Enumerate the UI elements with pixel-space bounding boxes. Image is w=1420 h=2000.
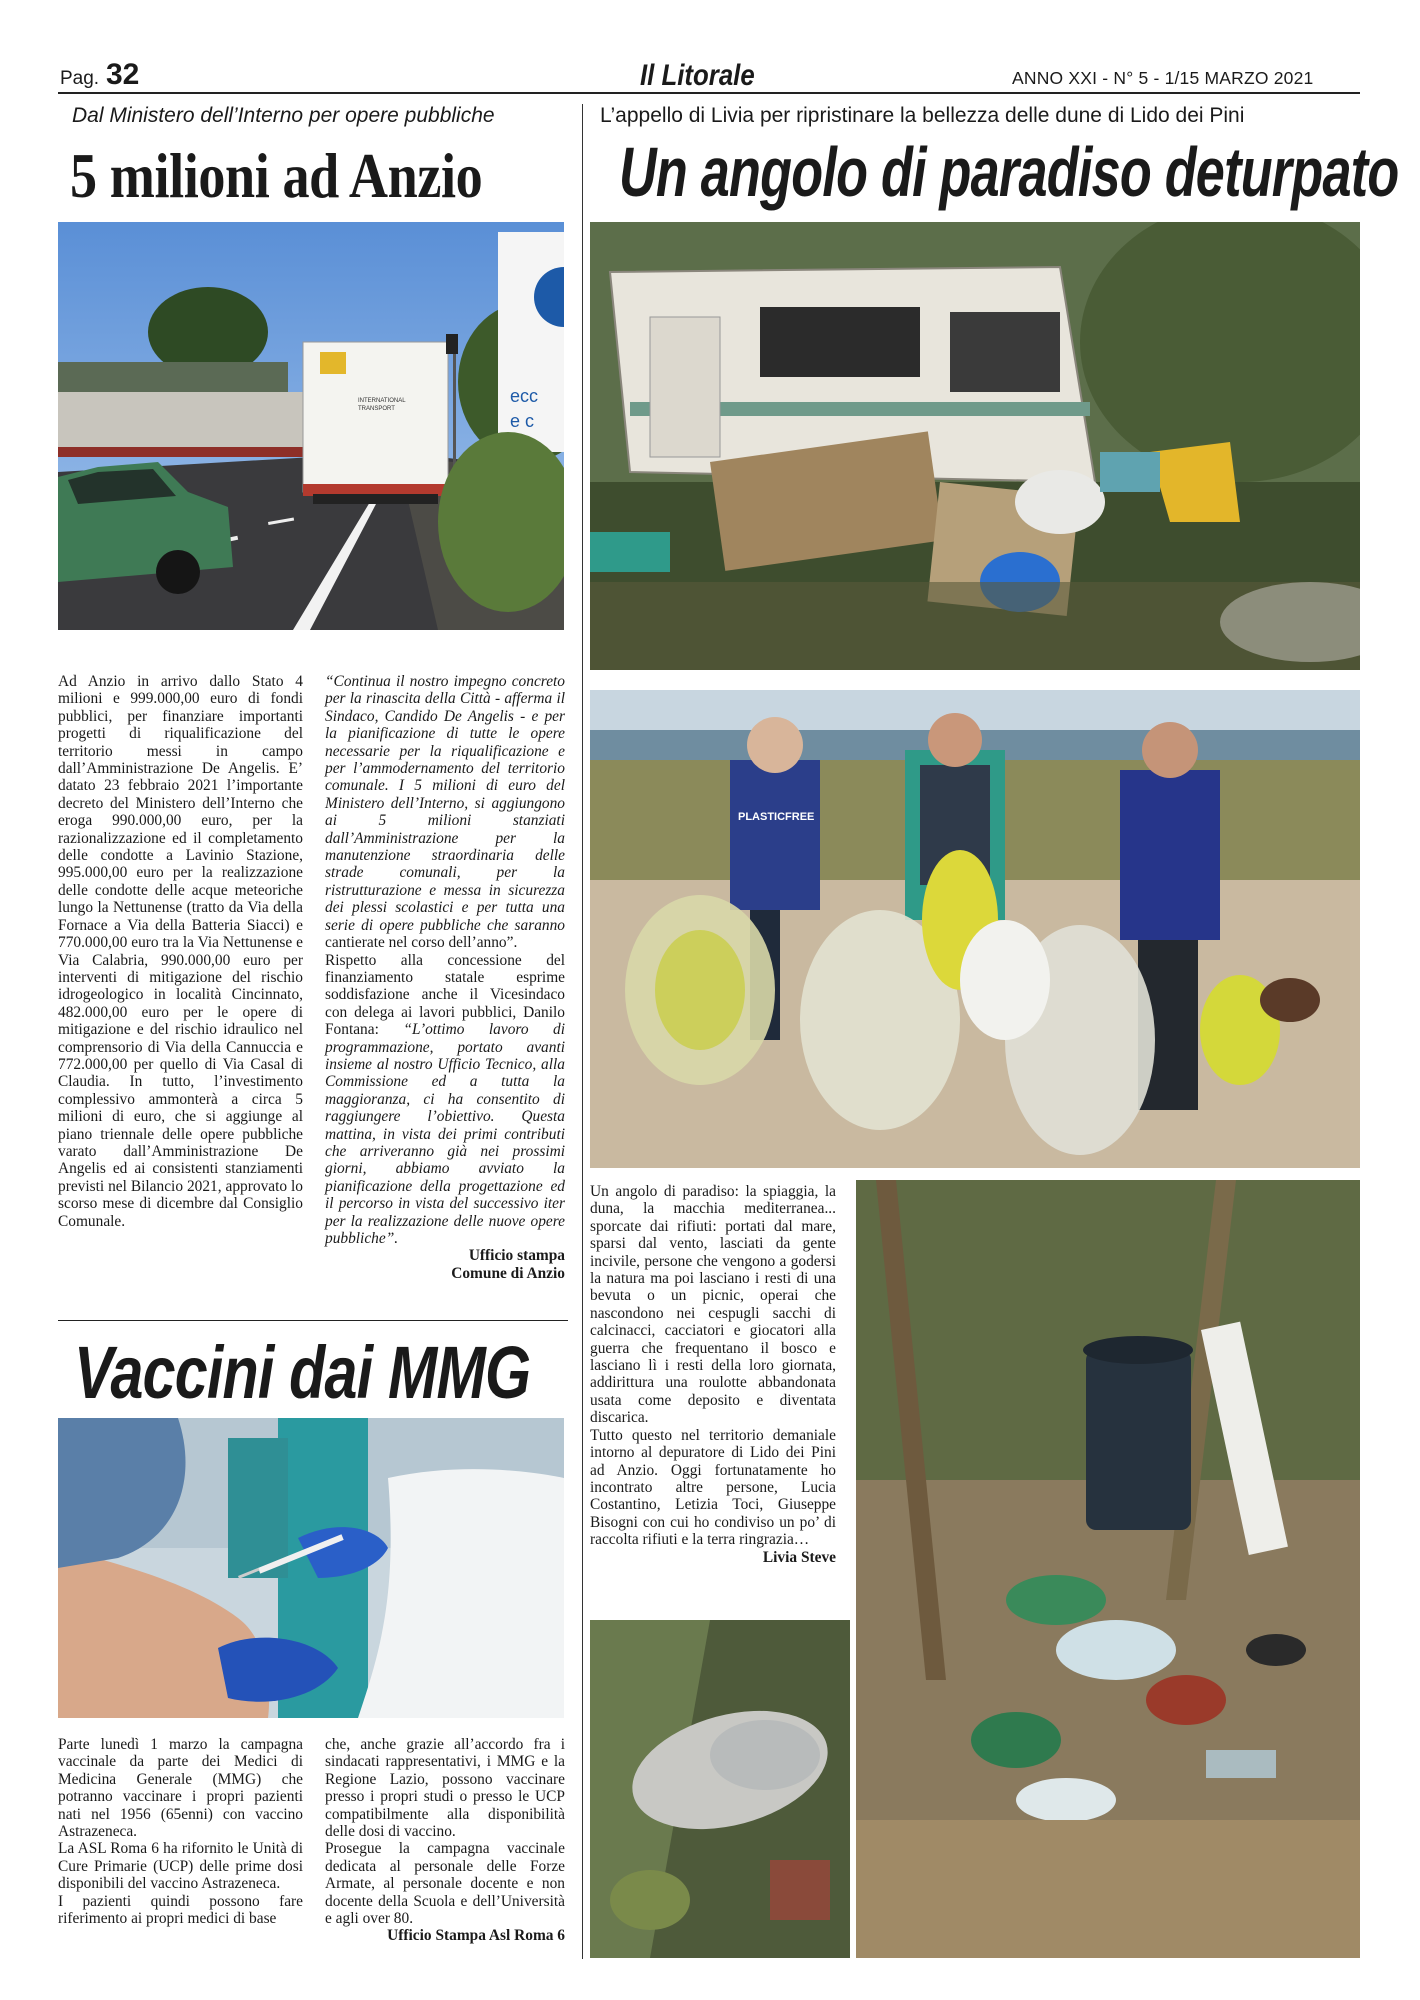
section-rule <box>58 1320 568 1321</box>
header-rule <box>58 92 1360 94</box>
vaccini-paragraph-2: La ASL Roma 6 ha rifornito le Unità di Cure Primarie (UCP) delle prime dosi disponibili del vaccino Astrazeneca. <box>58 1840 303 1893</box>
anzio-body-left <box>58 673 303 1230</box>
page-label <box>60 68 99 90</box>
vaccini-body-left <box>58 1736 303 1927</box>
vaccini-paragraph-3: I pazienti quindi possono fare riferimento ai propri medici di base <box>58 1892 303 1928</box>
svg-text:e c: e c <box>510 411 535 431</box>
dune-signature: Livia Steve <box>762 1548 836 1566</box>
anzio-paragraph-vice: Rispetto alla concessione del finanziamento statale esprime soddisfazione anche il Vicesindaco con delega ai lavori pubblici, Danilo Fontana: <box>325 951 565 1039</box>
photo-road-truck <box>58 222 564 630</box>
shirt-text: PLASTICFREE <box>738 811 815 823</box>
anzio-quote-mayor: “Continua il nostro impegno concreto per la rinascita della Città - afferma il Sindaco, Candido De Angelis - e per la pianificazione di tutte le opere necessarie per la riqualificazione e per l’ammodernamento del territorio comunale. I 5 milioni di euro del Ministero dell’Interno, si aggiungono ai 5 milioni stanziati dall’Amministrazione per la manutenzione straordinaria delle strade comunali, per la ristrutturazione e messa in sicurezza dei plessi scolastici e per tutta una serie di opere pubbliche che saranno <box>325 673 565 934</box>
signature-line-1: Ufficio stampa <box>468 1247 565 1265</box>
kicker-anzio: Dal Ministero dell’Interno per opere pubbliche <box>72 104 495 127</box>
photo-vaccine <box>58 1418 564 1718</box>
vaccini-paragraph-4: che, anche grazie all’accordo fra i sindacati rappresentativi, i MMG e la Regione Lazio, possono vaccinare presso i propri studi o presso le UCP compatibilmente alla disponibilità delle dosi di vaccino. <box>325 1736 565 1841</box>
truck-text: INTERNATIONAL <box>358 398 406 404</box>
dune-body <box>590 1183 836 1566</box>
dune-paragraph-2: Tutto questo nel territorio demaniale intorno al depuratore di Lido dei Pini ad Anzio. Oggi fortunatamente ho incontrato altre persone, Lucia Costantino, Letizia Toci, Giuseppe Bisogni con cui ho condiviso un po’ di raccolta rifiuti e la terra ringrazia… <box>590 1426 836 1549</box>
kicker-dune: L’appello di Livia per ripristinare la bellezza delle dune di Lido dei Pini <box>600 104 1245 127</box>
headline-vaccini: Vaccini dai MMG <box>74 1331 531 1414</box>
masthead: Il Litorale <box>640 59 755 92</box>
headline-anzio: 5 milioni ad Anzio <box>70 141 483 211</box>
pag-label: Pag. <box>60 68 100 89</box>
photo-bin-trash <box>856 1180 1360 1958</box>
dune-paragraph-1: Un angolo di paradiso: la spiaggia, la duna, la macchia mediterranea... sporcate dai rifiuti: portati dal mare, sparsi dal vento, lasciati da gente incivile, persone che vengono a godersi la natura ma poi lasciano i resti di una bevuta o un picnic, operai che nascondono nei cespugli sacchi di calcinacci, cacciatori e giocatori alla guerra che frequentano il bosco e lasciano lì i resti della loro giornata, addirittura una roulotte abbandonata usata come deposito e diventata discarica. <box>590 1183 836 1427</box>
anzio-quote-tail: cantierate nel corso dell’anno”. <box>325 934 518 952</box>
vaccini-signature: Ufficio Stampa Asl Roma 6 <box>387 1927 565 1945</box>
svg-text:TRANSPORT: TRANSPORT <box>358 406 395 412</box>
vaccini-paragraph-5: Prosegue la campagna vaccinale dedicata al personale delle Forze Armate, al personale docente e non docente della Scuola e dell’Università e agli over 80. <box>325 1840 565 1928</box>
vaccini-paragraph-1: Parte lunedì 1 marzo la campagna vaccinale da parte dei Medici di Medicina Generale (MMG) che potranno vaccinare i propri pazienti nati nel 1956 (65enni) con vaccino Astrazeneca. <box>58 1736 303 1841</box>
issue-info: ANNO XXI - N° 5 - 1/15 MARZO 2021 <box>1012 68 1314 88</box>
photo-volunteers <box>590 690 1360 1168</box>
photo-caravan <box>590 222 1360 670</box>
page-number: 32 <box>106 58 140 91</box>
anzio-paragraph: Ad Anzio in arrivo dallo Stato 4 milioni e 999.000,00 euro di fondi pubblici, per finanziare importanti progetti di riqualificazione del territorio messi in campo dall’Amministrazione De Angelis. E’ datato 23 febbraio 2021 l’importante decreto del Ministero dell’Interno che eroga 990.000,00 euro, per la razionalizzazione ed il completamento delle condotte a Lavinio Stazione, 995.000,00 euro per la realizzazione delle condotte delle acque meteoriche lungo la Nettunense (tratto da Via della Fornace a Via della Batteria Siacci) e 770.000,00 euro tra la Via Nettunense e Via Calabria, 990.000,00 euro per interventi di mitigazione del rischio idrogeologico in località Cincinnato, 482.000,00 euro per le opere di mitigazione e del rischio idraulico nel comprensorio di Via della Cannuccia e 772.000,00 per quello di Via Casal di Claudia. In tutto, l’investimento complessivo ammonterà a circa 5 milioni di euro, che si aggiunge al piano triennale delle opere pubbliche varato dall’Amministrazione De Angelis ed ai consistenti stanziamenti previsti nel Bilancio 2021, approvato lo scorso mese di dicembre dal Consiglio Comunale. <box>58 673 303 1230</box>
vaccini-body-right <box>325 1736 565 1945</box>
headline-dune: Un angolo di paradiso deturpato <box>619 133 1399 211</box>
anzio-quote-vice: “L’ottimo lavoro di programmazione, portato avanti insieme al nostro Ufficio Tecnico, alla Commissione ed a tutta la maggioranza, ci ha consentito di raggiungere l’obiettivo. Questa mattina, in vista dei primi contributi che arriveranno già nei prossimi giorni, abbiamo avviato la pianificazione della progettazione ed il percorso in vista del successivo iter per la realizzazione delle nuove opere pubbliche”. <box>325 1021 565 1247</box>
signature-line-2: Comune di Anzio <box>451 1265 565 1282</box>
sign-text: ecc <box>510 386 539 406</box>
photo-bags-ground <box>590 1620 850 1958</box>
anzio-body-right <box>325 673 565 1283</box>
column-divider <box>582 104 583 1959</box>
